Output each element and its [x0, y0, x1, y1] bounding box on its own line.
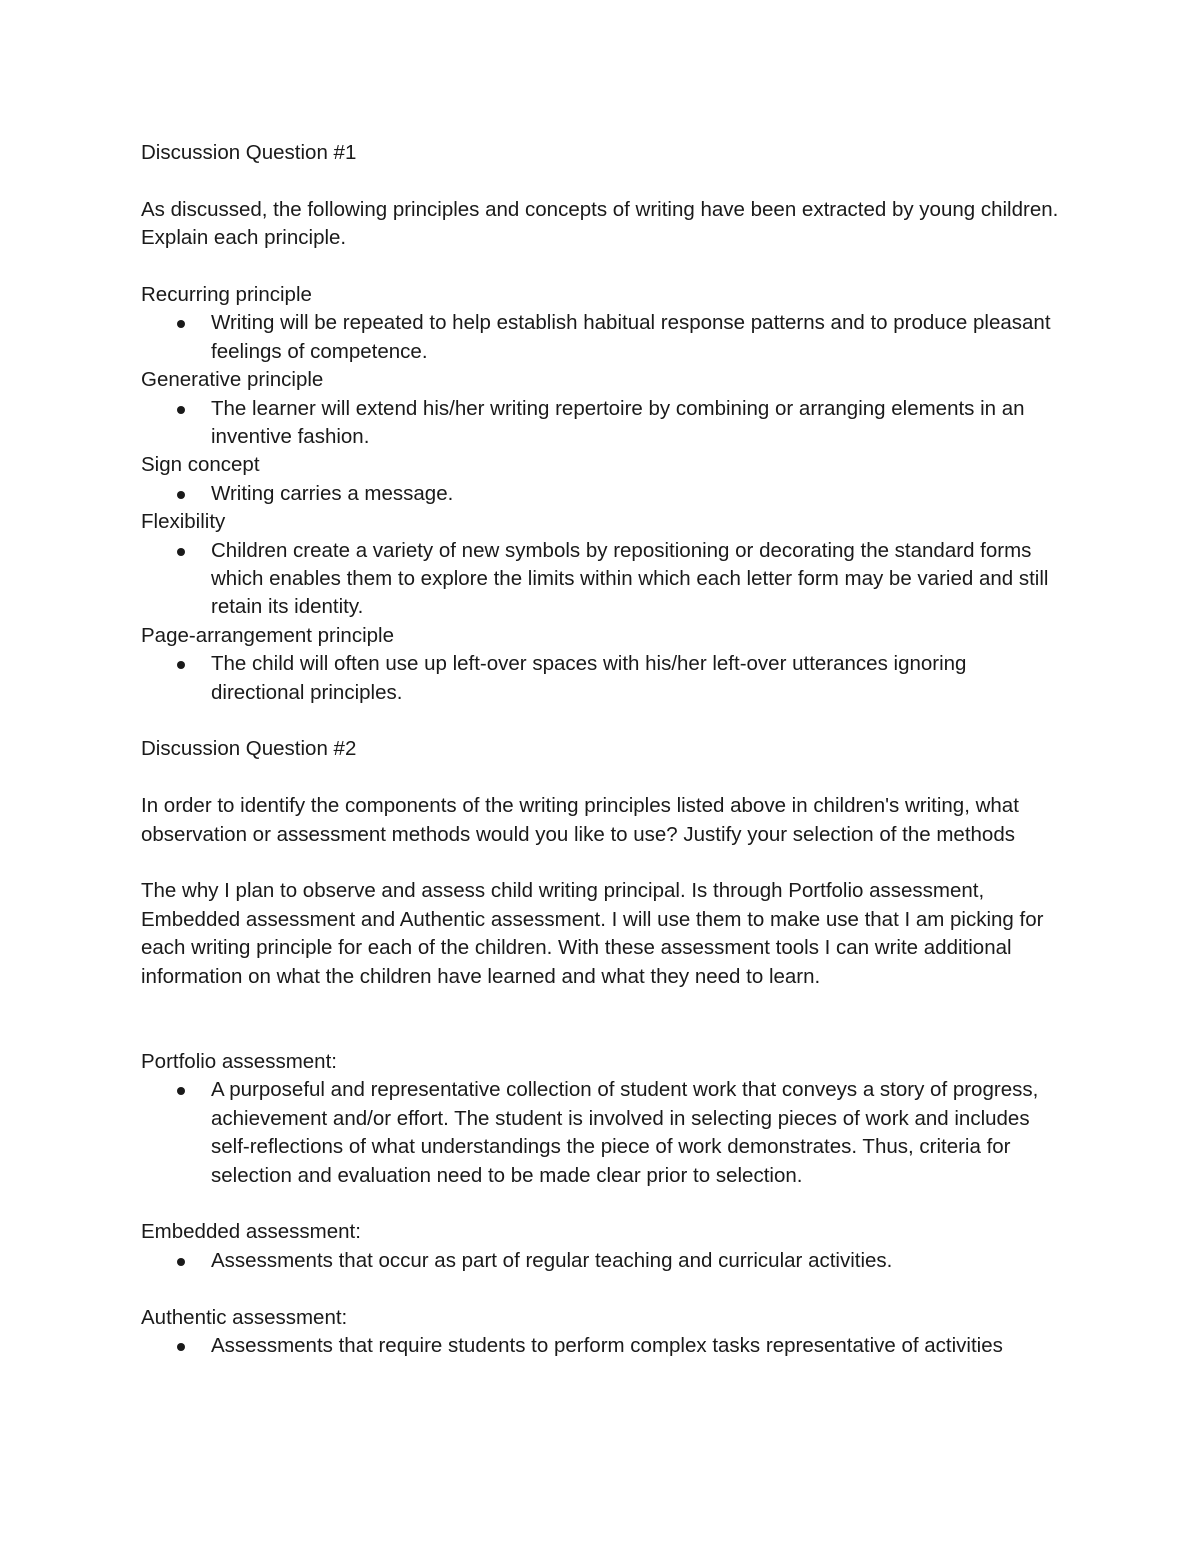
principle-list-generative — [141, 395, 1061, 452]
principle-heading-page-arrangement: Page-arrangement principle — [141, 623, 394, 647]
principle-list-recurring — [141, 309, 1061, 366]
principle-list-sign-concept — [141, 480, 1061, 508]
principle-list-flexibility — [141, 537, 1061, 622]
document-page — [141, 139, 1061, 1360]
question-1-prompt: As discussed, the following principles and concepts of writing have been extracted by young children. Explain each principle. — [141, 197, 1059, 250]
principle-bullet-recurring: Writing will be repeated to help establish habitual response patterns and to produce pleasant feelings of competence. — [211, 309, 1061, 366]
question-2-answer: The why I plan to observe and assess child writing principal. Is through Portfolio assessment, Embedded assessment and Authentic assessment. I will use them to make use that I am picking for each writing principle for each of the children. With these assessment tools I can write additional information on what the children have learned and what they need to learn. — [141, 879, 1044, 988]
method-heading-authentic: Authentic assessment: — [141, 1305, 348, 1329]
question-2-prompt: In order to identify the components of the writing principles listed above in children's writing, what observation or assessment methods would you like to use? Justify your selection of the methods — [141, 794, 1019, 846]
principle-heading-recurring: Recurring principle — [141, 283, 312, 306]
method-bullet-authentic: Assessments that require students to perform complex tasks representative of activities — [211, 1332, 1061, 1360]
method-heading-embedded: Embedded assessment: — [141, 1220, 361, 1244]
principle-list-page-arrangement — [141, 650, 1061, 707]
method-heading-portfolio: Portfolio assessment: — [141, 1049, 337, 1073]
principle-heading-generative: Generative principle — [141, 368, 324, 392]
question-2-title: Discussion Question #2 — [141, 737, 357, 761]
method-list-portfolio — [141, 1076, 1061, 1190]
principle-bullet-page-arrangement: The child will often use up left-over spaces with his/her left-over utterances ignoring directional principles. — [211, 650, 1061, 707]
principle-heading-sign-concept: Sign concept — [141, 453, 260, 477]
method-bullet-embedded: Assessments that occur as part of regular teaching and curricular activities. — [211, 1247, 1061, 1275]
question-1-title: Discussion Question #1 — [141, 141, 357, 164]
method-list-authentic — [141, 1332, 1061, 1360]
method-list-embedded — [141, 1247, 1061, 1275]
principle-heading-flexibility: Flexibility — [141, 510, 226, 534]
principle-bullet-generative: The learner will extend his/her writing repertoire by combining or arranging elements in an inventive fashion. — [211, 395, 1061, 452]
principle-bullet-flexibility: Children create a variety of new symbols by repositioning or decorating the standard forms which enables them to explore the limits within which each letter form may be varied and still retain its identity. — [211, 537, 1061, 622]
principle-bullet-sign-concept: Writing carries a message. — [211, 480, 1061, 508]
method-bullet-portfolio: A purposeful and representative collection of student work that conveys a story of progress, achievement and/or effort. The student is involved in selecting pieces of work and includes self-reflections of what understandings the piece of work demonstrates. Thus, criteria for selection and evaluation need to be made clear prior to selection. — [211, 1076, 1061, 1190]
